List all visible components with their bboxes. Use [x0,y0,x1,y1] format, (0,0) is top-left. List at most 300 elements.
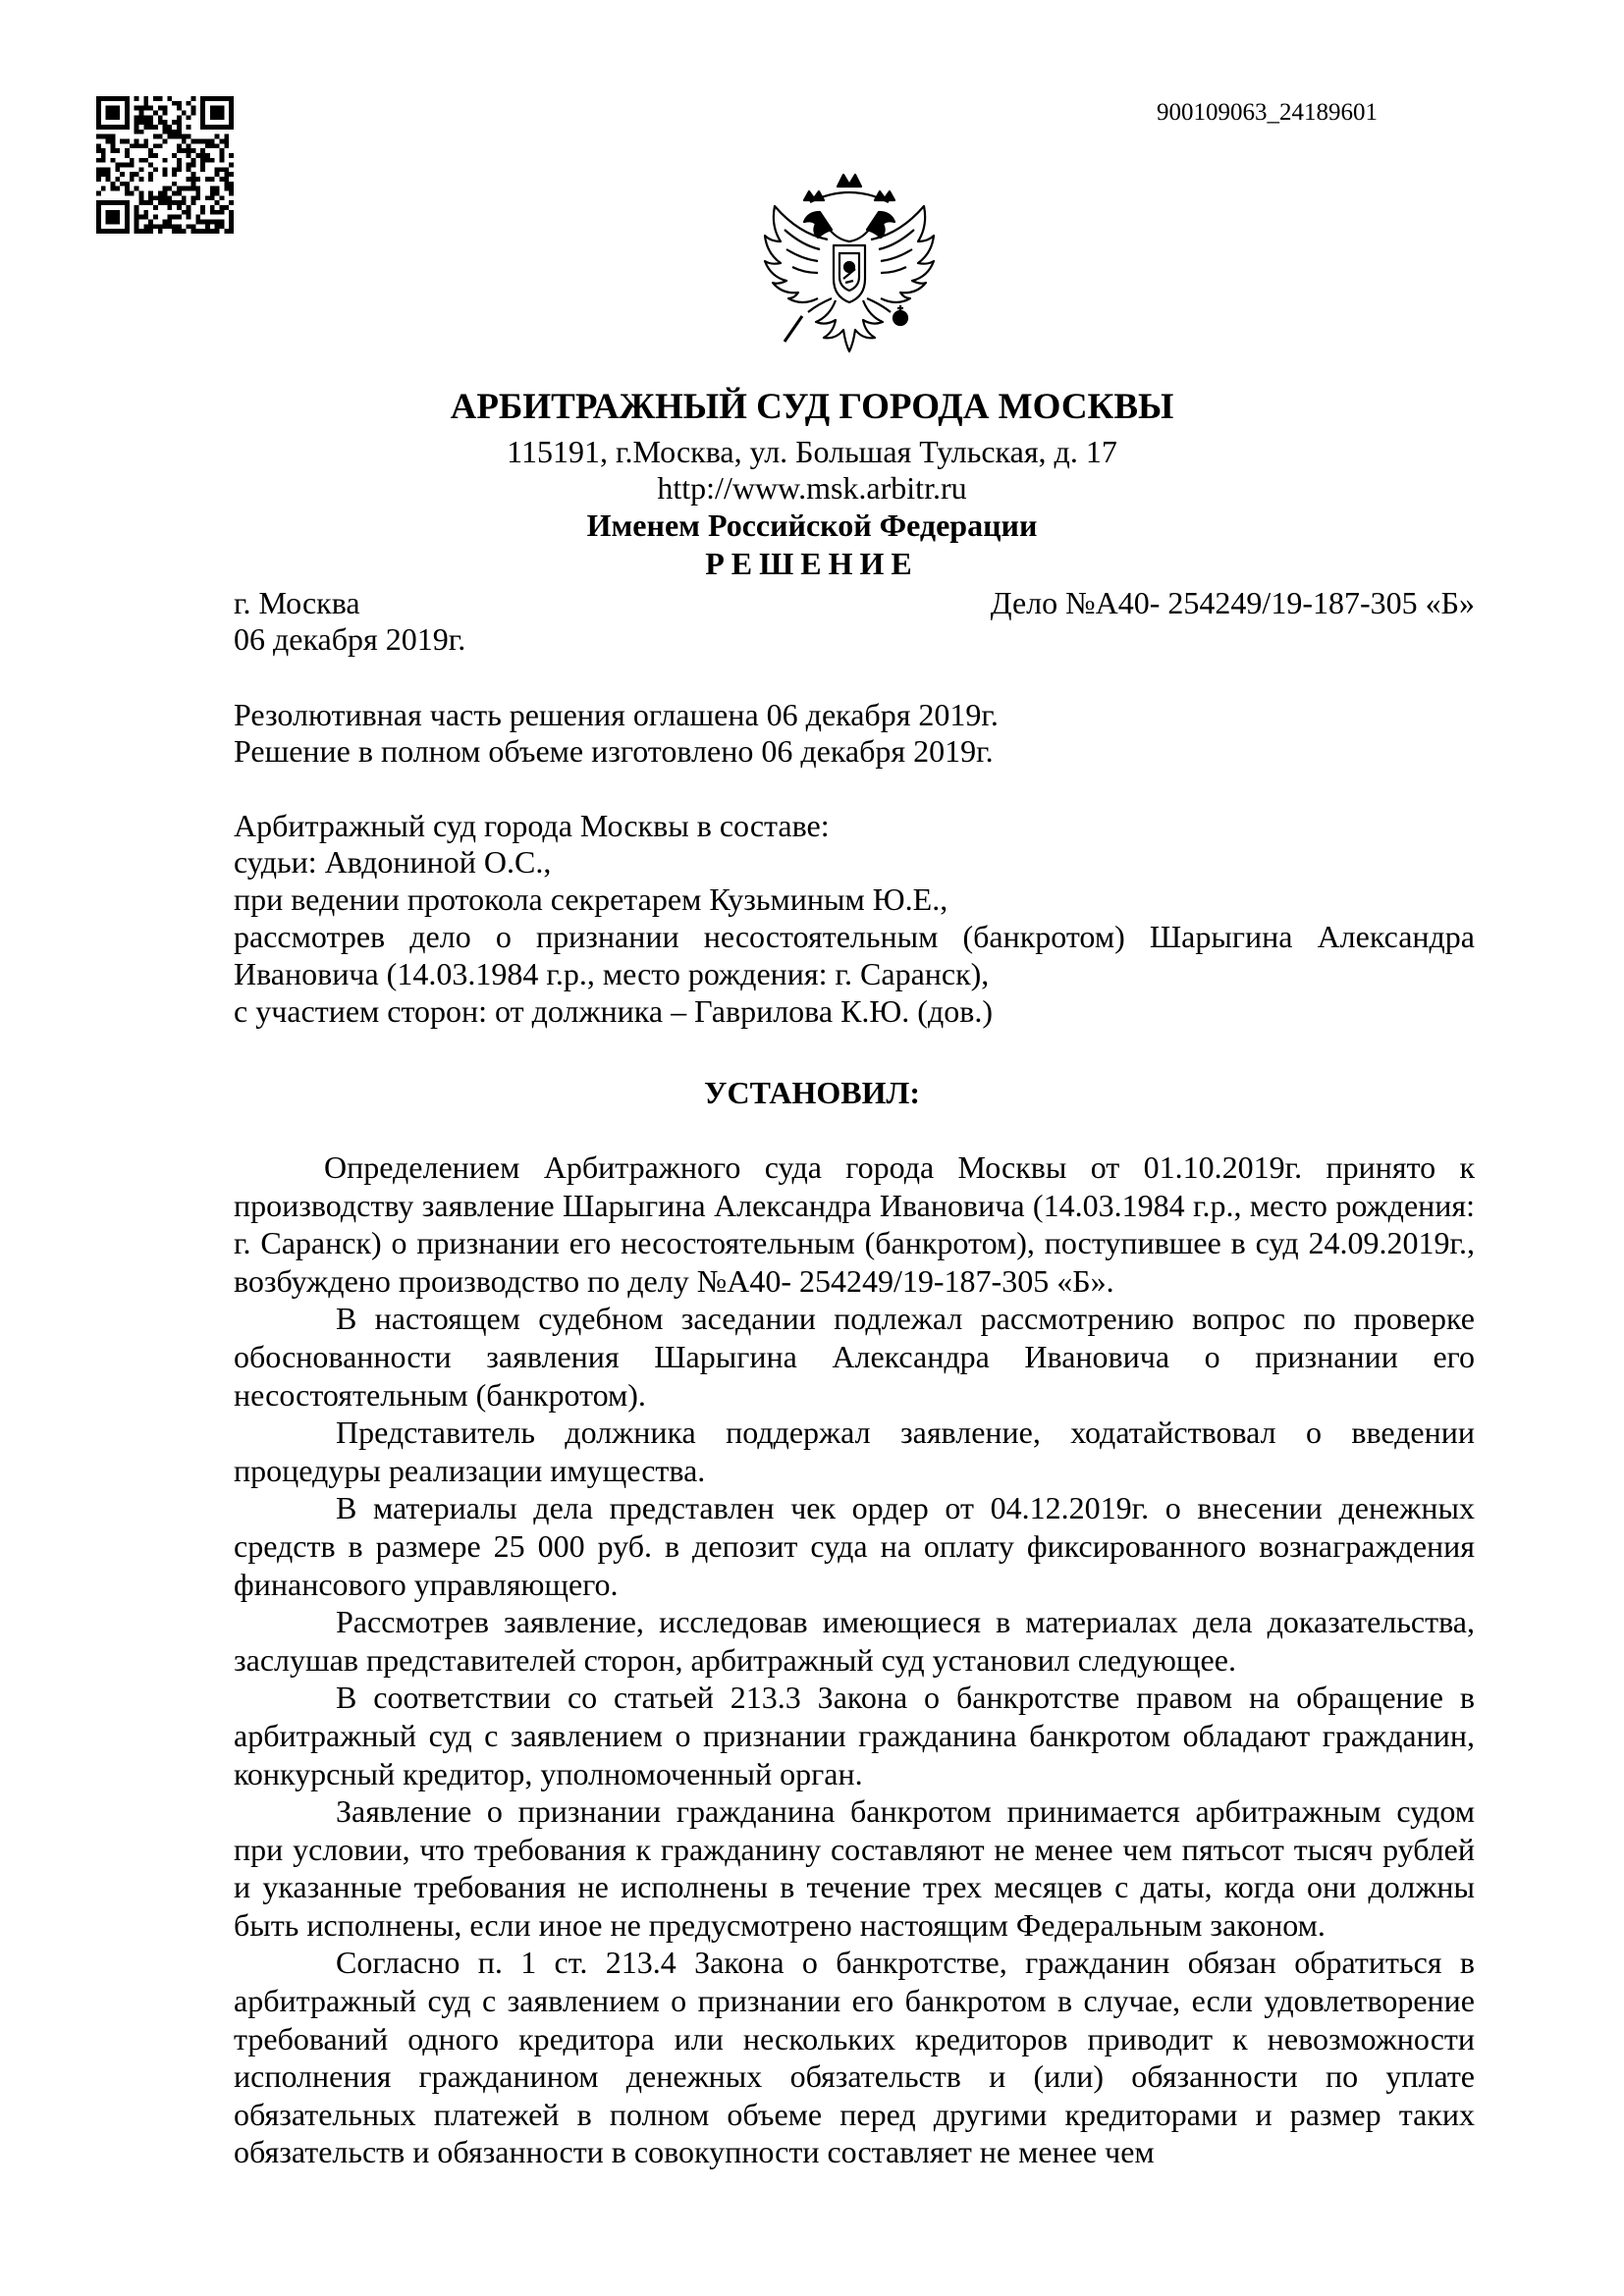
announced-line: Резолютивная часть решения оглашена 06 декабря 2019г. [234,697,999,732]
qr-cell [187,163,191,168]
qr-cell [143,200,148,205]
qr-cell [167,130,172,134]
qr-cell [163,191,168,196]
qr-cell [187,148,191,153]
qr-cell [96,148,101,153]
in-name-of-federation: Именем Российской Федерации [586,507,1038,543]
qr-cell [138,200,143,205]
qr-cell [229,224,234,229]
qr-cell [229,182,234,187]
qr-cell [125,148,130,153]
qr-cell [138,191,143,196]
qr-cell [210,187,215,191]
qr-cell [210,177,215,182]
qr-cell [210,205,215,210]
qr-cell [172,167,177,172]
qr-cell [220,167,225,172]
qr-cell [125,153,130,158]
qr-cell [135,143,139,148]
qr-cell [191,138,196,143]
qr-cell [220,205,225,210]
qr-cell [163,138,168,143]
paragraph-4: В материалы дела представлен чек ордер от 04.12.2019г. о внесении денежных средств в размере 25 000 руб. в депозит суда на оплату фиксированного вознаграждения финансового управляющего. [234,1490,1475,1602]
qr-cell [191,229,196,234]
qr-cell [148,229,153,234]
composition-line-1: Арбитражный суд города Москвы в составе: [234,808,830,843]
qr-cell [148,220,153,225]
qr-cell [191,224,196,229]
qr-cell [205,229,210,234]
qr-cell [177,205,182,210]
qr-cell [153,195,158,200]
qr-cell [205,220,210,225]
qr-cell [135,115,139,120]
qr-cell [177,143,182,148]
qr-cell [148,120,153,125]
qr-cell [115,163,120,168]
qr-cell [187,224,191,229]
qr-cell [200,138,205,143]
qr-cell [177,130,182,134]
qr-cell [172,191,177,196]
qr-cell [224,229,229,234]
qr-cell [110,182,115,187]
qr-cell [191,110,196,115]
qr-cell [163,172,168,177]
qr-cell [120,138,125,143]
qr-cell [195,138,200,143]
qr-cell [96,167,101,172]
qr-cell [148,153,153,158]
qr-cell [125,187,130,191]
qr-cell [167,215,172,220]
qr-cell [158,229,163,234]
qr-cell [191,177,196,182]
qr-cell [200,158,205,163]
qr-cell [205,177,210,182]
qr-cell [191,200,196,205]
qr-cell [220,153,225,158]
qr-cell [115,177,120,182]
qr-cell [96,134,101,139]
qr-cell [148,106,153,111]
qr-cell [177,224,182,229]
paragraph-6: В соответствии со статьей 213.3 Закона о банкротстве правом на обращение в арбитражный суд с заявлением о признании гражданина банкротом обладают гражданин, конкурсный кредитор, уполномоченный орган. [234,1680,1475,1791]
qr-cell [229,172,234,177]
qr-cell [224,134,229,139]
qr-cell [138,229,143,234]
qr-cell [215,210,220,215]
qr-cell [125,163,130,168]
qr-cell [125,182,130,187]
qr-cell [143,120,148,125]
qr-cell [138,115,143,120]
qr-cell [177,200,182,205]
qr-cell [224,187,229,191]
qr-cell [96,143,101,148]
qr-cell [138,143,143,148]
qr-cell [215,224,220,229]
qr-cell [167,200,172,205]
qr-cell [200,148,205,153]
decision-title: РЕШЕНИЕ [705,546,919,581]
qr-cell [143,143,148,148]
qr-cell [200,210,205,215]
qr-cell [143,96,148,101]
qr-cell [215,200,220,205]
qr-cell [220,138,225,143]
qr-cell [177,229,182,234]
qr-cell [182,200,187,205]
qr-cell [187,210,191,215]
qr-cell [163,110,168,115]
qr-cell [191,106,196,111]
qr-cell [138,120,143,125]
qr-cell [158,134,163,139]
qr-cell [130,177,135,182]
qr-cell [177,191,182,196]
qr-cell [205,224,210,229]
qr-cell [215,229,220,234]
qr-cell [106,167,111,172]
qr-cell [110,138,115,143]
qr-cell [158,120,163,125]
qr-cell [153,224,158,229]
qr-cell [229,220,234,225]
qr-cell [106,172,111,177]
qr-cell [96,191,101,196]
qr-cell [187,187,191,191]
city: г. Москва [234,585,360,620]
qr-cell [153,110,158,115]
qr-cell [130,158,135,163]
qr-cell [115,187,120,191]
qr-cell [106,210,120,224]
qr-cell [158,200,163,205]
qr-cell [205,153,210,158]
qr-cell [224,167,229,172]
qr-cell [229,191,234,196]
qr-cell [172,134,177,139]
qr-cell [220,158,225,163]
qr-cell [220,210,225,215]
qr-cell [172,224,177,229]
qr-cell [210,191,215,196]
qr-cell [135,220,139,225]
qr-cell [148,115,153,120]
qr-cell [167,134,172,139]
qr-cell [158,96,163,101]
qr-cell [158,191,163,196]
qr-cell [101,148,106,153]
qr-cell [106,138,111,143]
qr-cell [158,224,163,229]
qr-cell [210,195,215,200]
qr-cell [163,200,168,205]
qr-cell [182,195,187,200]
qr-cell [148,191,153,196]
qr-cell [224,172,229,177]
qr-cell [120,163,125,168]
qr-cell [172,120,177,125]
paragraph-5: Рассмотрев заявление, исследовав имеющиеся в материалах дела доказательства, заслушав представителей сторон, арбитражный суд установил следующее. [234,1604,1475,1678]
qr-cell [135,187,139,191]
qr-cell [163,130,168,134]
qr-cell [135,96,139,101]
qr-cell [172,101,177,106]
qr-cell [191,158,196,163]
qr-cell [224,182,229,187]
qr-cell [96,177,101,182]
qr-cell [177,125,182,130]
qr-cell [163,167,168,172]
qr-cell [135,120,139,125]
qr-cell [143,215,148,220]
section-title-established: УСТАНОВИЛ: [704,1075,920,1110]
qr-cell [106,177,111,182]
qr-cell [138,167,143,172]
qr-cell [177,187,182,191]
qr-cell [96,172,101,177]
qr-cell [220,148,225,153]
qr-cell [135,130,139,134]
qr-cell [177,167,182,172]
qr-cell [135,172,139,177]
qr-cell [120,182,125,187]
qr-cell [215,191,220,196]
qr-cell [138,158,143,163]
qr-cell [110,148,115,153]
produced-line: Решение в полном объеме изготовлено 06 декабря 2019г. [234,733,994,769]
qr-cell [163,195,168,200]
qr-cell [220,224,225,229]
qr-cell [148,177,153,182]
qr-cell [172,182,177,187]
qr-cell [195,191,200,196]
qr-cell [182,134,187,139]
qr-cell [229,210,234,215]
qr-cell [210,138,215,143]
qr-cell [138,215,143,220]
qr-cell [167,187,172,191]
qr-cell [135,205,139,210]
qr-cell [153,125,158,130]
qr-cell [191,182,196,187]
qr-cell [195,177,200,182]
document-number: 900109063_24189601 [1157,99,1378,126]
qr-cell [153,167,158,172]
qr-cell [115,148,120,153]
qr-cell [153,153,158,158]
qr-cell [172,215,177,220]
qr-cell [135,229,139,234]
qr-cell [110,134,115,139]
qr-cell [210,220,215,225]
qr-cell [215,134,220,139]
qr-cell [167,224,172,229]
qr-cell [101,172,106,177]
qr-cell [182,210,187,215]
qr-cell [143,224,148,229]
qr-cell [167,125,172,130]
qr-cell [229,153,234,158]
qr-cell [125,191,130,196]
qr-cell [187,167,191,172]
qr-cell [148,148,153,153]
qr-cell [138,195,143,200]
qr-cell [187,143,191,148]
court-website: http://www.msk.arbitr.ru [657,470,967,506]
qr-cell [224,138,229,143]
qr-cell [101,158,106,163]
composition-line-3: при ведении протокола секретарем Кузьминым Ю.Е., [234,881,948,917]
qr-cell [135,210,139,215]
qr-cell [138,110,143,115]
qr-cell [167,220,172,225]
qr-cell [177,115,182,120]
paragraph-3: Представитель должника поддержал заявление, ходатайствовал о введении процедуры реализации имущества. [234,1415,1475,1488]
qr-cell [130,143,135,148]
qr-cell [215,167,220,172]
qr-cell [135,106,139,111]
qr-cell [167,195,172,200]
paragraph-8: Согласно п. 1 ст. 213.4 Закона о банкротстве, гражданин обязан обратиться в арбитражный суд с заявлением о признании его банкротом в случае, если удовлетворение требований одного кредитора или нескольких кредиторов приводит к невозможности исполнения гражданином денежных обязательств и (или) обязанности по уплате обязательных платежей в полном объеме перед другими кредиторами и размер таких обязательств и обязанности в совокупности составляет не менее чем [234,1945,1475,2170]
qr-cell [187,115,191,120]
qr-cell [191,163,196,168]
qr-cell [187,153,191,158]
qr-cell [177,158,182,163]
qr-cell [148,224,153,229]
qr-cell [177,134,182,139]
qr-cell [115,167,120,172]
qr-cell [229,200,234,205]
qr-cell [158,115,163,120]
qr-cell [177,215,182,220]
qr-cell [153,215,158,220]
qr-cell [229,215,234,220]
qr-cell [200,167,205,172]
qr-cell [177,120,182,125]
established-body [234,1148,1475,2171]
qr-cell [210,158,215,163]
qr-cell [163,125,168,130]
qr-cell [200,205,205,210]
qr-cell [229,187,234,191]
qr-cell [195,195,200,200]
qr-cell [187,125,191,130]
qr-cell [125,138,130,143]
qr-cell [135,125,139,130]
qr-code-image [96,96,234,234]
coat-of-arms-emblem [751,165,947,373]
qr-cell [220,220,225,225]
qr-cell [148,200,153,205]
qr-cell [106,106,120,120]
qr-cell [200,153,205,158]
qr-cell [153,134,158,139]
composition-line-4: рассмотрев дело о признании несостоятельным (банкротом) Шарыгина Александра [234,919,1475,954]
qr-cell [148,125,153,130]
decision-date: 06 декабря 2019г. [234,621,466,657]
qr-cell [205,195,210,200]
qr-cell [148,163,153,168]
paragraph-2: В настоящем судебном заседании подлежал рассмотрению вопрос по проверке обоснованности заявления Шарыгина Александра Ивановича о признании его несостоятельным (банкротом). [234,1301,1475,1413]
qr-cell [172,130,177,134]
qr-cell [163,187,168,191]
qr-cell [229,163,234,168]
qr-cell [153,205,158,210]
qr-cell [153,143,158,148]
qr-cell [200,220,205,225]
qr-cell [135,215,139,220]
qr-cell [163,120,168,125]
qr-cell [96,158,101,163]
composition-line-6: с участием сторон: от должника – Гаврилова К.Ю. (дов.) [234,993,993,1029]
qr-cell [224,205,229,210]
qr-cell [205,143,210,148]
qr-cell [177,106,182,111]
qr-cell [220,177,225,182]
qr-cell [191,172,196,177]
qr-cell [143,115,148,120]
qr-cell [130,172,135,177]
qr-cell [148,195,153,200]
qr-cell [229,229,234,234]
paragraph-7: Заявление о признании гражданина банкротом принимается арбитражным судом при условии, что требования к гражданину составляют не менее чем пятьсот тысяч рублей и указанные требования не исполнены в течение трех месяцев с даты, когда они должны быть исполнены, если иное не предусмотрено настоящим Федеральным законом. [234,1793,1475,1943]
court-name: АРБИТРАЖНЫЙ СУД ГОРОДА МОСКВЫ [450,387,1174,427]
composition-line-2: судьи: Авдониной О.С., [234,844,552,880]
qr-cell [215,220,220,225]
qr-cell [143,229,148,234]
qr-cell [138,106,143,111]
qr-cell [191,96,196,101]
qr-cell [195,220,200,225]
qr-cell [143,158,148,163]
qr-cell [215,172,220,177]
qr-cell [187,205,191,210]
qr-cell [172,153,177,158]
qr-cell [177,163,182,168]
qr-cell [187,101,191,106]
qr-cell [106,134,111,139]
qr-cell [163,158,168,163]
qr-cell [153,96,158,101]
qr-cell [167,205,172,210]
qr-cell [195,229,200,234]
qr-cell [191,187,196,191]
qr-cell [224,143,229,148]
qr-cell [135,138,139,143]
qr-cell [172,200,177,205]
qr-cell [101,134,106,139]
qr-cell [195,187,200,191]
qr-cell [224,177,229,182]
qr-cell [187,134,191,139]
qr-cell [187,177,191,182]
qr-cell [101,167,106,172]
paragraph-1: Определением Арбитражного суда города Москвы от 01.10.2019г. принято к производству заявление Шарыгина Александра Ивановича (14.03.1984 г.р., место рождения: г. Саранск) о признании его несостоятельным (банкротом), поступившее в суд 24.09.2019г., возбуждено производство по делу №А40- 254249/19-187-305 «Б». [234,1149,1475,1299]
qr-cell [135,224,139,229]
qr-cell [220,195,225,200]
qr-cell [110,158,115,163]
qr-cell [101,153,106,158]
qr-cell [205,158,210,163]
qr-cell [210,143,215,148]
qr-cell [158,143,163,148]
qr-cell [195,153,200,158]
qr-cell [187,215,191,220]
qr-cell [110,187,115,191]
